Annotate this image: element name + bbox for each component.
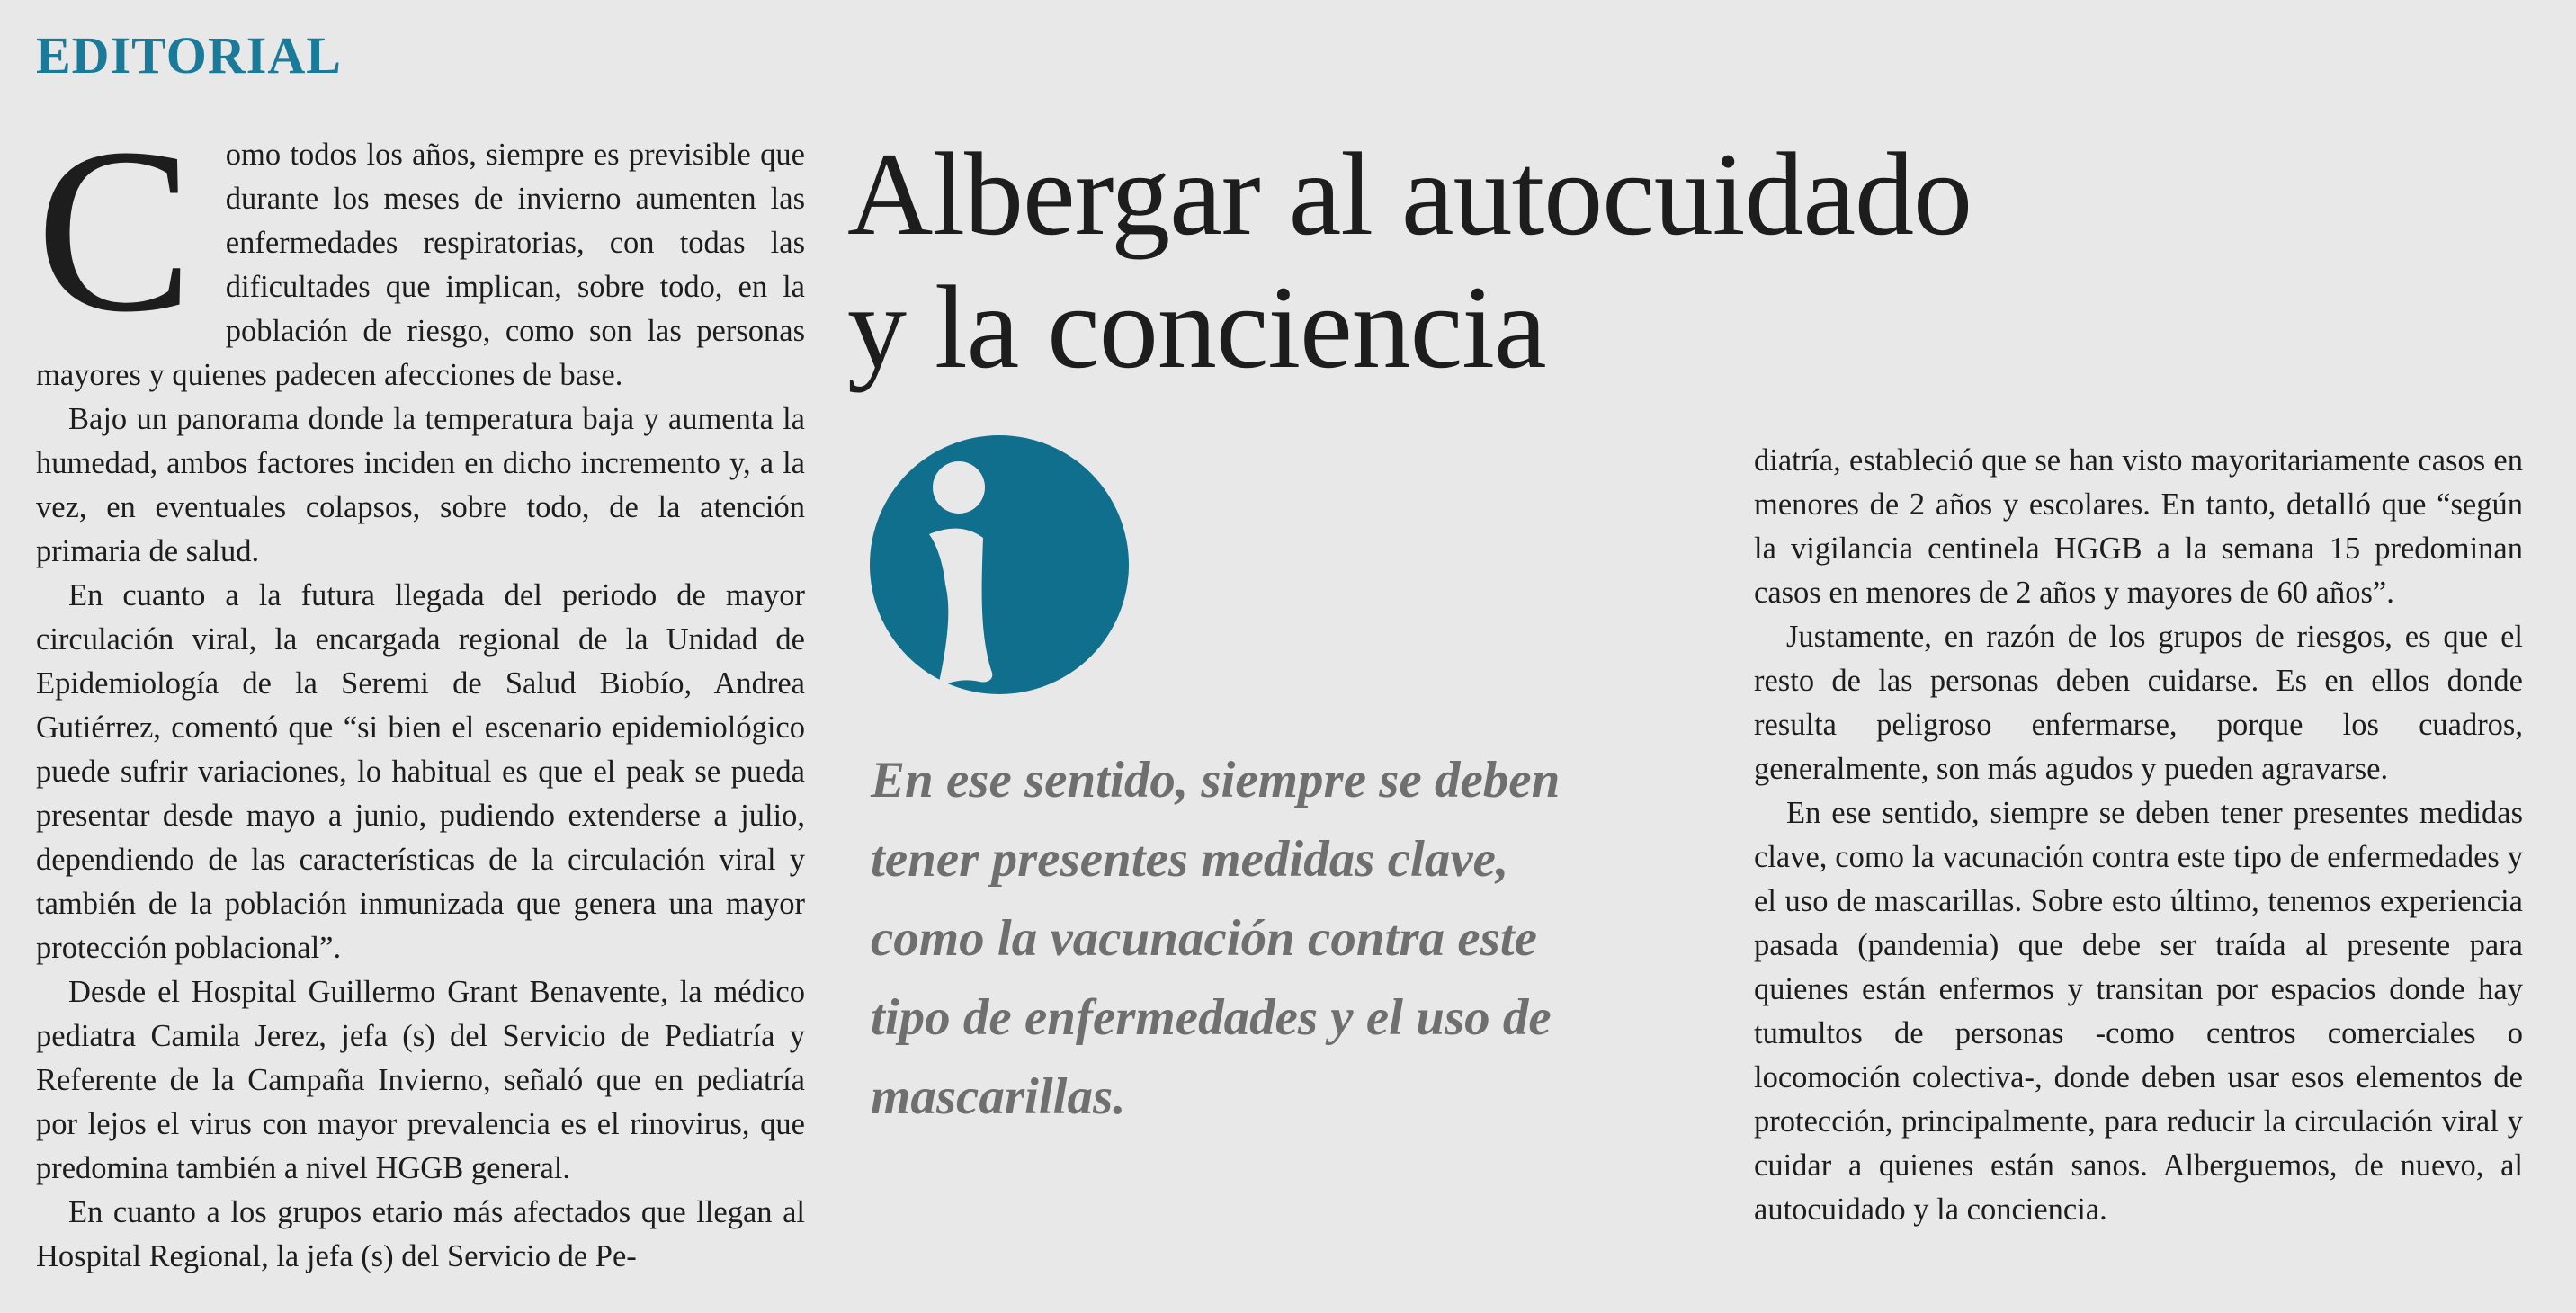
headline-line-1: Albergar al autocuidado [847,128,1972,260]
section-label: EDITORIAL [36,26,342,85]
paragraph-4: Desde el Hospital Guillermo Grant Benavente, la médico pediatra Camila Jerez, jefa (s) del Servicio de Pediatría y Referente de la Campaña Invierno, señaló que en pediatría por lejos el virus con mayor prevalencia es el rinovirus, que predomina también a nivel HGGB general. [36,975,805,1185]
headline-line-2: y la conciencia [847,261,1546,393]
headline [847,128,2106,394]
info-icon-dot [933,461,985,514]
paragraph-7: Justamente, en razón de los grupos de riesgos, es que el resto de las personas deben cuidarse. Es en ellos donde resulta peligroso enfermarse, porque los cuadros, generalmente, son más agudos y pueden agravarse. [1754,620,2523,786]
drop-cap: C [36,100,193,361]
paragraph-8: En ese sentido, siempre se deben tener presentes medidas clave, como la vacunación contra este tipo de enfermedades y el uso de mascarillas. Sobre esto último, tenemos experiencia pasada (pandemia) que debe ser traída al presente para quienes están enfermos y transitan por espacios donde hay tumultos de personas -como centros comerciales o locomoción colectiva-, donde deben usar esos elementos de protección, principalmente, para reducir la circulación viral y cuidar a quienes están sanos. Alberguemos, de nuevo, al autocuidado y la conciencia. [1754,796,2523,1227]
paragraph-6: diatría, estableció que se han visto mayoritariamente casos en menores de 2 años y escolares. En tanto, detalló que “según la vigilancia centinela HGGB a la semana 15 predominan casos en menores de 2 años y mayores de 60 años”. [1754,443,2523,610]
column-left [36,100,805,1279]
info-icon [868,433,1131,696]
paragraph-5: En cuanto a los grupos etario más afectados que llegan al Hospital Regional, la jefa (s) del Servicio de Pe- [36,1195,805,1273]
paragraph-2: Bajo un panorama donde la temperatura baja y aumenta la humedad, ambos factores inciden en dicho incremento y, a la vez, en eventuales colapsos, sobre todo, de la atención primaria de salud. [36,402,805,568]
paragraph-3: En cuanto a la futura llegada del periodo de mayor circulación viral, la encargada regional de la Unidad de Epidemiología de la Seremi de Salud Biobío, Andrea Gutiérrez, comentó que “si bien el escenario epidemiológico puede sufrir variaciones, lo habitual es que el peak se pueda presentar desde mayo a junio, pudiendo extenderse a julio, dependiendo de las características de la circulación viral y también de la población inmunizada que genera una mayor protección poblacional”. [36,578,805,965]
info-icon-circle [870,435,1129,694]
pull-quote: En ese sentido, siempre se deben tener presentes medidas clave, como la vacunación contra este tipo de enfermedades y el uso de mascarillas. [871,752,1561,1125]
column-right [1754,439,2523,1232]
paragraph-1: omo todos los años, siempre es previsible que durante los meses de invierno aumenten las enfermedades respiratorias, con todas las dificultades que implican, sobre todo, en la población de riesgo, como son las personas mayores y quienes padecen afecciones de base. [36,138,805,392]
